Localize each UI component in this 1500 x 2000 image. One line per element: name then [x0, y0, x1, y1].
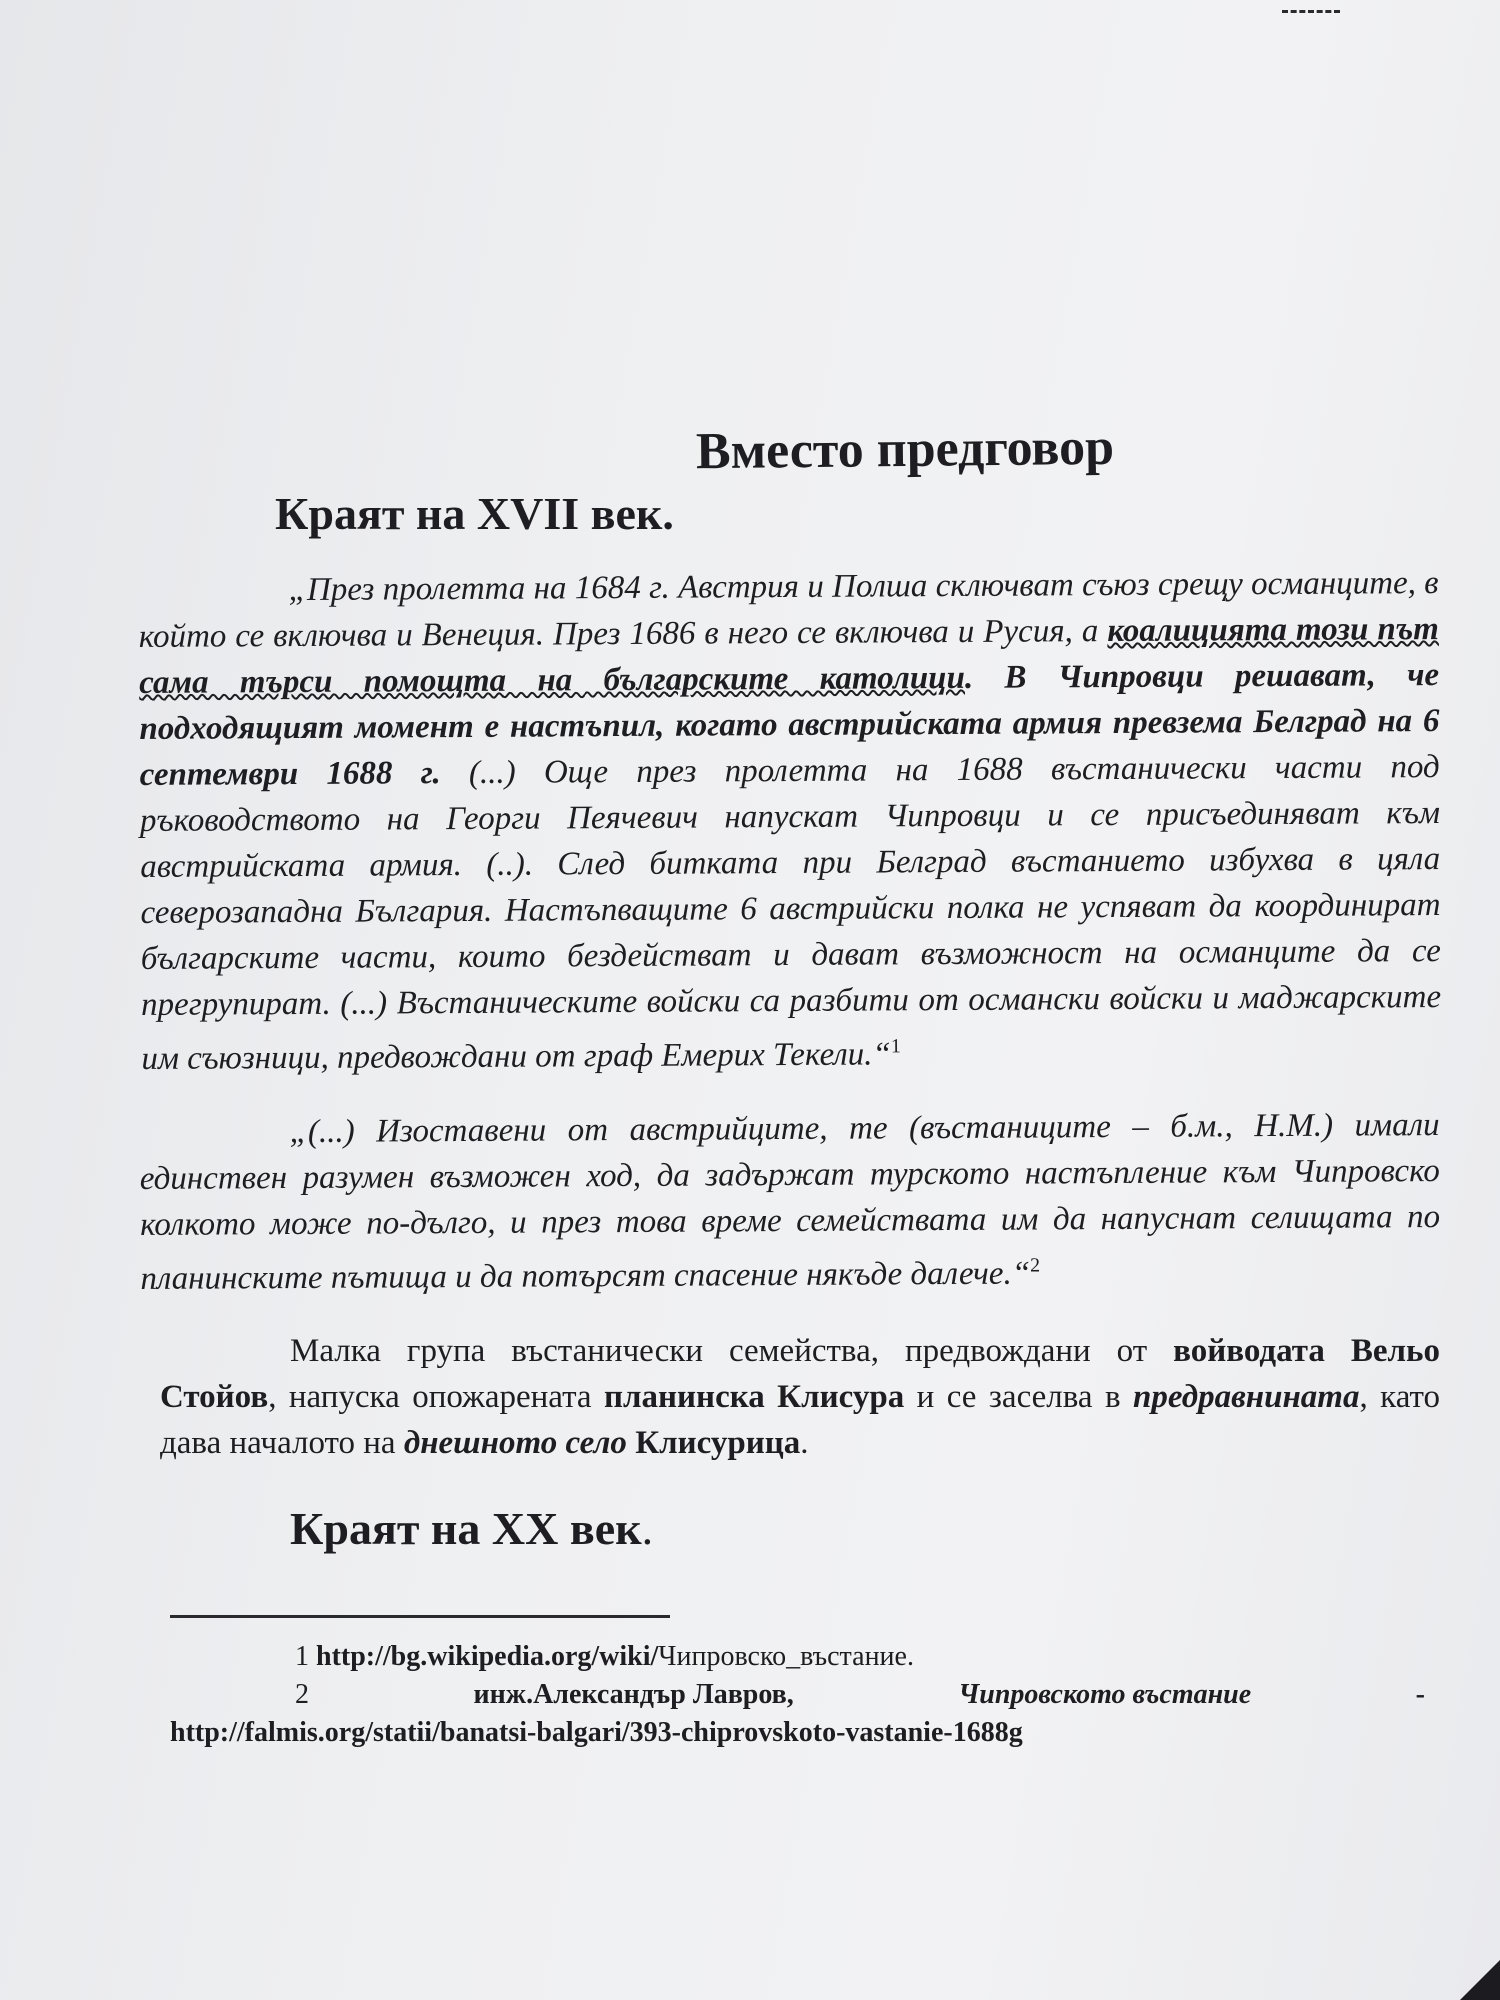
- section-heading-17th-century: Краят на XVII век.: [275, 488, 674, 539]
- footnote-ref-1: 1: [890, 1035, 901, 1058]
- page-title: Вместо предговор: [695, 418, 1115, 481]
- footnote-ref-2: 2: [1029, 1254, 1041, 1277]
- footnote-2: 2 инж.Александър Лавров, Чипровското въстание -: [295, 1679, 1425, 1710]
- underlined-phrase: коалицията този път сама търси помощта на българските католици: [139, 611, 1439, 701]
- footnote-1: 1 http://bg.wikipedia.org/wiki/Чипровско_въстание.: [295, 1641, 914, 1672]
- quote-abandoned: „(...) Изоставени от австрийците, те (въстаниците – б.м., Н.М.) имали единствен разумен възможен ход, да задържат турското настъпление към Чипровско колкото може по-дълго, и през това време семействата им да напуснат селищата по планинските пътища и да потърсят спасение някъде далече.“$^2$: [139, 1107, 1441, 1297]
- page-shadow-corner: [1460, 1960, 1500, 2000]
- footnote-2-link[interactable]: http://falmis.org/statii/banatsi-balgari/393-chiprovskoto-vastanie-1688g: [170, 1717, 1023, 1748]
- section-heading-20th-century: Краят на XX век.: [290, 1503, 654, 1554]
- body-paragraph: Малка група въстанически семейства, предвождани от войводата Вельо Стойов, напуска опожарената планинска Клисура и се заселва в предравнината, като дава началото на днешното село Клисурица.: [160, 1333, 1440, 1461]
- page-edge-marks: [1282, 0, 1340, 13]
- footnote-link[interactable]: http://bg.wikipedia.org/wiki/: [316, 1641, 659, 1672]
- quote-uprising: „През пролетта на 1684 г. Австрия и Полша сключват съюз срещу османците, в който се включва и Венеция. През 1686 в него се включва и Русия, а коалицията този път сама търси помощта на българските католици. В Чипровци решават, че подходящият момент е настъпил, когато австрийската армия превзема Белград на 6 септември 1688 г. (...) Още през пролетта на 1688 въстанически части под ръководството на Георги Пеячевич напускат Чипровци и се присъединяват към австрийската армия. (..). След битката при Белград въстанието избухва в цяла северозападна България. Настъпващите 6 австрийски полка не успяват да координират българските части, които бездействат и дават възможност на османците да се прегрупират. (...) Въстаническите войски са разбити от османски войски и маджарските им съюзници, предвождани от граф Емерих Текели.“$^1$: [138, 565, 1442, 1077]
- indent: [139, 600, 289, 601]
- footnote-divider: [170, 1615, 670, 1618]
- indent: [140, 1142, 290, 1143]
- book-page: [140, 420, 1440, 1752]
- bold-phrase: . В Чипровци решават, че подходящият момент е настъпил, когато австрийската армия превзема Белград на 6 септември 1688 г.: [139, 657, 1440, 793]
